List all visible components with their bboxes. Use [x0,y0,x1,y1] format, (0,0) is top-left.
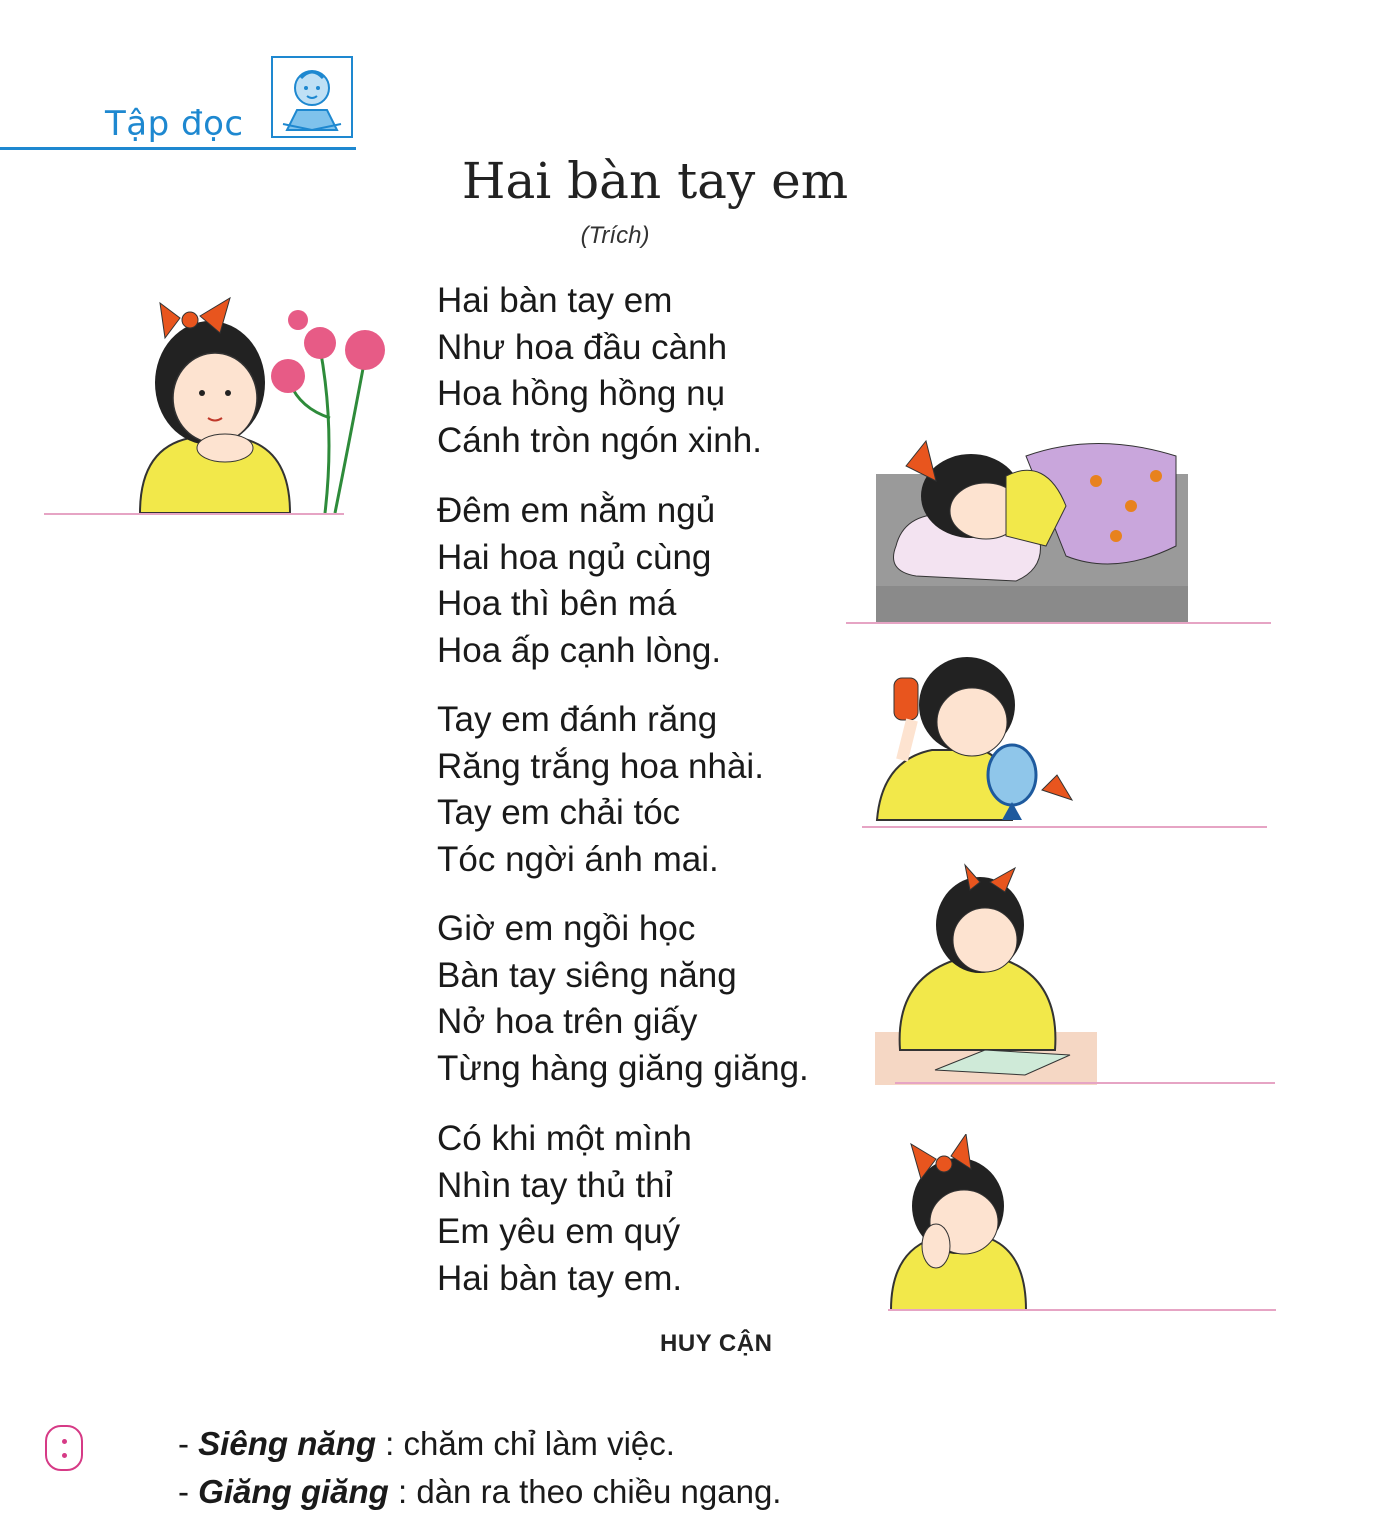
glossary-dash: - [178,1425,199,1462]
stanza-2 [437,488,721,674]
girl-with-roses-illustration [120,288,400,523]
poem-line: Cánh tròn ngón xinh. [437,420,762,460]
poem-line: Giờ em ngồi học [437,909,696,948]
poem-line: Từng hàng giăng giăng. [437,1048,809,1088]
girl-hands-on-cheek-illustration [886,1134,1036,1317]
poem-line: Nở hoa trên giấy [437,1002,698,1041]
poem-line: Như hoa đầu cành [437,327,728,367]
illustration-baseline [888,1309,1276,1311]
poem-line: Đêm em nằm ngủ [437,491,716,530]
excerpt-note: (Trích) [580,222,650,249]
glossary-definition: : dàn ra theo chiều ngang. [388,1473,782,1510]
stanza-3 [437,697,764,883]
illustration-baseline [895,1082,1275,1084]
illustration-baseline [44,513,344,515]
poem-line: Em yêu em quý [437,1212,681,1251]
poem-line: Hoa ấp cạnh lòng. [437,630,722,670]
poem-line: Nhìn tay thủ thỉ [437,1165,673,1205]
girl-studying-illustration [875,860,1100,1090]
child-reading-icon [271,56,353,138]
girl-sleeping-illustration [876,436,1188,631]
stanza-4 [437,906,809,1092]
header-rule [0,147,356,150]
poem-line: Tóc ngời ánh mai. [437,839,719,879]
poem-line: Răng trắng hoa nhài. [437,746,764,786]
author-name: HUY CẬN [660,1330,773,1357]
glossary-definition: : chăm chỉ làm việc. [376,1425,675,1462]
poem-line: Hai hoa ngủ cùng [437,537,712,577]
poem-line: Bàn tay siêng năng [437,955,737,995]
glossary-item [178,1473,781,1511]
section-label: Tập đọc [105,104,244,144]
poem-line: Tay em chải tóc [437,793,681,832]
glossary-item [178,1425,675,1463]
glossary-term: Siêng năng [198,1425,377,1462]
poem-line: Tay em đánh răng [437,700,718,739]
stanza-5 [437,1116,692,1302]
poem-line: Hai bàn tay em [437,281,673,320]
glossary-dash: - [178,1473,199,1510]
page-title: Hai bàn tay em [461,152,849,210]
illustration-baseline [862,826,1267,828]
glossary-icon [45,1425,83,1471]
poem-line: Hoa thì bên má [437,584,677,623]
stanza-1 [437,278,762,464]
illustration-baseline [846,622,1271,624]
poem-line: Hai bàn tay em. [437,1258,683,1298]
poem-line: Có khi một mình [437,1119,692,1158]
poem-line: Hoa hồng hồng nụ [437,374,726,413]
girl-combing-hair-illustration [872,650,1082,837]
glossary-term: Giăng giăng [198,1473,389,1510]
